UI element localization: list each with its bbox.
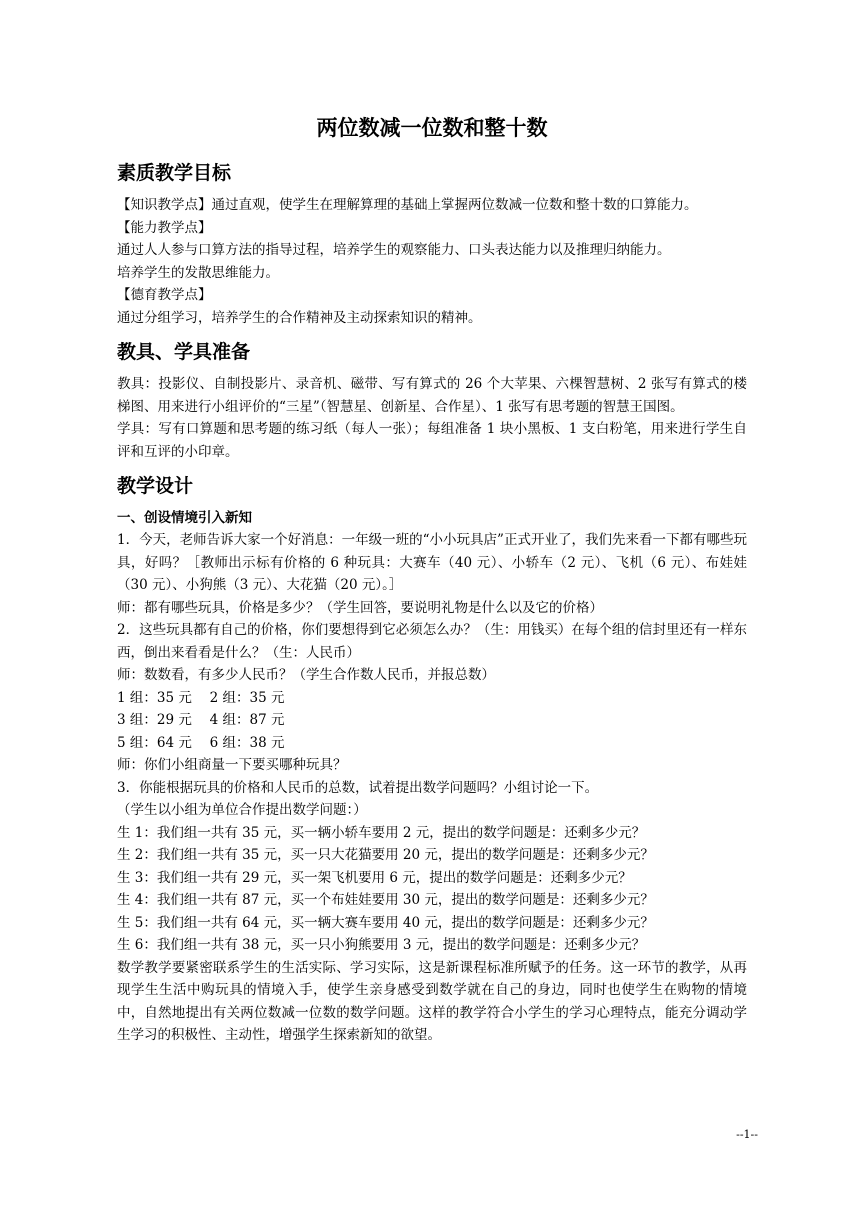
student-tools-paragraph: 学具：写有口算题和思考题的练习纸（每人一张）；每组准备 1 块小黑板、1 支白粉笔，用来进行学生自评和互评的小印章。 xyxy=(117,421,747,460)
group-money-line: 5 组：64 元 6 组：38 元 xyxy=(117,734,285,751)
ability-paragraph: 通过人人参与口算方法的指导过程，培养学生的观察能力、口头表达能力以及推理归纳能力。 xyxy=(117,242,671,258)
section-heading-goals: 素质教学目标 xyxy=(117,162,232,184)
paragraph: （学生以小组为单位合作提出数学问题：） xyxy=(117,802,367,818)
section-heading-design: 教学设计 xyxy=(117,475,194,497)
moral-label: 【德育教学点】 xyxy=(117,287,212,303)
ability-label: 【能力教学点】 xyxy=(117,219,212,236)
teacher-tools-paragraph: 教具：投影仪、自制投影片、录音机、磁带、写有算式的 26 个大苹果、六棵智慧树、2 张写有算式的楼梯图、用来进行小组评价的“三星”（智慧星、创新星、合作星）、1 张写有思考题的智慧王国图。 xyxy=(117,376,747,415)
paragraph: 师：你们小组商量一下要买哪种玩具？ xyxy=(117,757,347,773)
page-number: --1-- xyxy=(736,1128,758,1141)
paragraph: 3．你能根据玩具的价格和人民币的总数，试着提出数学问题吗？小组讨论一下。 xyxy=(117,779,599,796)
document-title: 两位数减一位数和整十数 xyxy=(316,116,548,140)
student-answer-line: 生 4：我们组一共有 87 元，买一个布娃娃要用 30 元，提出的数学问题是：还剩多少元？ xyxy=(117,892,654,908)
moral-paragraph: 通过分组学习，培养学生的合作精神及主动探索知识的精神。 xyxy=(117,309,482,326)
section-heading-tools: 教具、学具准备 xyxy=(117,341,251,363)
paragraph: 师：数数看，有多少人民币？（学生合作数人民币，并报总数） xyxy=(117,667,495,683)
reflection-paragraph: 数学教学要紧密联系学生的生活实际、学习实际，这是新课程标准所赋予的任务。这一环节的教学，从再现学生生活中购玩具的情境入手，使学生亲身感受到数学就在自己的身边，同时也使学生在购物的情境中，自然地提出有关两位数减一位数的数学问题。这样的教学符合小学生的学习心理特点，能充分调动学生学习的积极性、主动性，增强学生探索新知的欲望。 xyxy=(117,959,747,1043)
knowledge-paragraph: 【知识教学点】通过直观，使学生在理解算理的基础上掌握两位数减一位数和整十数的口算能力。 xyxy=(117,197,698,213)
subsection-heading: 一、创设情境引入新知 xyxy=(117,510,252,526)
student-answer-line: 生 2：我们组一共有 35 元，买一只大花猫要用 20 元，提出的数学问题是：还剩多少元？ xyxy=(117,847,654,863)
student-answer-line: 生 5：我们组一共有 64 元，买一辆大赛车要用 40 元，提出的数学问题是：还剩多少元？ xyxy=(117,914,654,931)
ability-paragraph-2: 培养学生的发散思维能力。 xyxy=(117,264,279,281)
group-money-line: 3 组：29 元 4 组：87 元 xyxy=(117,712,285,728)
student-answer-line: 生 6：我们组一共有 38 元，买一只小狗熊要用 3 元，提出的数学问题是：还剩多少元？ xyxy=(117,937,646,953)
student-answer-line: 生 3：我们组一共有 29 元，买一架飞机要用 6 元，提出的数学问题是：还剩多少元？ xyxy=(117,869,632,886)
group-money-line: 1 组：35 元 2 组：35 元 xyxy=(117,689,285,706)
paragraph: 2．这些玩具都有自己的价格，你们要想得到它必须怎么办？（生：用钱买）在每个组的信封里还有一样东西，倒出来看看是什么？（生：人民币） xyxy=(117,622,747,661)
paragraph: 师：都有哪些玩具，价格是多少？（学生回答，要说明礼物是什么以及它的价格） xyxy=(117,599,603,616)
paragraph: 1．今天，老师告诉大家一个好消息：一年级一班的“小小玩具店”正式开业了，我们先来看一下都有哪些玩具，好吗？［教师出示标有价格的 6 种玩具：大赛车（40 元）、小轿车（2 元）、飞机（6 元）、布娃娃（30 元）、小狗熊（3 元）、大花猫（20 元）。］ xyxy=(117,532,747,593)
student-answer-line: 生 1：我们组一共有 35 元，买一辆小轿车要用 2 元，提出的数学问题是：还剩多少元？ xyxy=(117,824,646,841)
document-body xyxy=(117,112,747,1047)
